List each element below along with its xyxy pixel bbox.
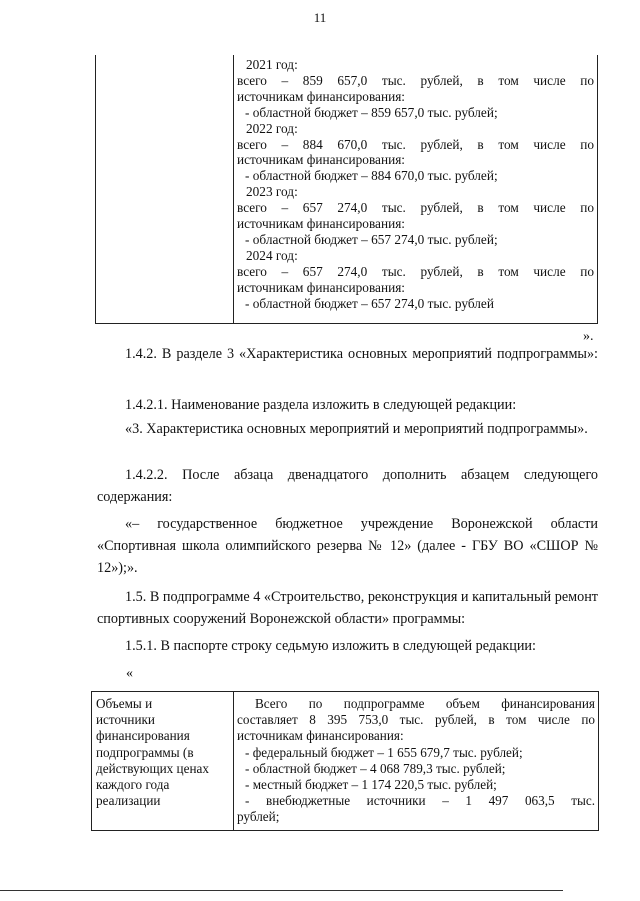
paragraph-1-4-2: 1.4.2. В разделе 3 «Характеристика основных мероприятий подпрограммы»: — [125, 346, 598, 362]
paragraph-new-institution: «– государственное бюджетное учреждение Воронежской области «Спортивная школа олимпийского резерва № 12» (далее - ГБУ ВО «СШОР № 12»);». — [97, 516, 598, 576]
row-heading-line: действующих ценах — [96, 760, 209, 776]
paragraph-1-5: 1.5. В подпрограмме 4 «Строительство, реконструкция и капитальный ремонт спортивных сооружений Воронежской области» программы: — [97, 589, 598, 627]
financing-volume-cell — [237, 696, 595, 826]
row-heading-line: источники — [96, 712, 155, 728]
regional-budget-line: - областной бюджет – 657 274,0 тыс. рублей — [245, 295, 494, 311]
regional-budget-line: - областной бюджет – 859 657,0 тыс. рублей; — [245, 104, 498, 120]
column-divider — [233, 692, 234, 830]
sources-line: источникам финансирования: — [237, 152, 406, 168]
total-volume-line: составляет 8 395 753,0 тыс. рублей, в том числе по — [237, 712, 595, 728]
regional-budget-line: - областной бюджет – 657 274,0 тыс. рублей; — [245, 231, 498, 247]
year-line: 2023 год: — [246, 184, 298, 200]
sources-line: источникам финансирования: — [237, 279, 406, 295]
local-budget-line: - местный бюджет – 1 174 220,5 тыс. рублей; — [245, 777, 497, 793]
paragraph-1-4-2-2: 1.4.2.2. После абзаца двенадцатого дополнить абзацем следующего содержания: — [97, 467, 598, 505]
year-line: 2022 год: — [246, 120, 298, 136]
regional-budget-line: - областной бюджет – 4 068 789,3 тыс. рублей; — [245, 760, 506, 776]
row-heading-line: реализации — [96, 793, 161, 809]
total-line: всего – 884 670,0 тыс. рублей, в том числе по — [237, 136, 594, 152]
column-divider — [233, 55, 234, 323]
financing-by-year-table — [95, 55, 598, 324]
row-heading-cell — [96, 696, 231, 809]
row-heading-line: финансирования — [96, 728, 190, 744]
federal-budget-line: - федеральный бюджет – 1 655 679,7 тыс. рублей; — [245, 744, 523, 760]
extrabudgetary-line-end: рублей; — [237, 809, 280, 825]
paragraph-section-title: «3. Характеристика основных мероприятий и мероприятий подпрограммы». — [125, 421, 588, 437]
year-line: 2024 год: — [246, 247, 298, 263]
row-heading-line: каждого года — [96, 777, 170, 793]
closing-quote: ». — [583, 329, 594, 344]
sources-line: источникам финансирования: — [237, 728, 404, 744]
paragraph-1-4-2-1: 1.4.2.1. Наименование раздела изложить в следующей редакции: — [125, 397, 517, 413]
row-heading-line: подпрограммы (в — [96, 744, 194, 760]
extrabudgetary-line: - внебюджетные источники – 1 497 063,5 тыс. — [245, 793, 595, 809]
passport-table — [91, 691, 599, 831]
page-number: 11 — [313, 10, 327, 25]
paragraph-1-5-1: 1.5.1. В паспорте строку седьмую изложить в следующей редакции: — [125, 638, 536, 654]
total-line: всего – 657 274,0 тыс. рублей, в том числе по — [237, 263, 594, 279]
sources-line: источникам финансирования: — [237, 216, 406, 232]
financing-by-year-cell — [237, 57, 594, 312]
total-volume-line: Всего по подпрограмме объем финансирования — [255, 696, 595, 711]
regional-budget-line: - областной бюджет – 884 670,0 тыс. рублей; — [245, 168, 498, 184]
row-heading-line: Объемы и — [96, 696, 153, 711]
opening-quote: « — [126, 666, 133, 681]
total-line: всего – 657 274,0 тыс. рублей, в том числе по — [237, 200, 594, 216]
year-line: 2021 год: — [246, 57, 298, 72]
sources-line: источникам финансирования: — [237, 88, 406, 104]
total-line: всего – 859 657,0 тыс. рублей, в том числе по — [237, 72, 594, 88]
footer-rule — [0, 890, 563, 891]
